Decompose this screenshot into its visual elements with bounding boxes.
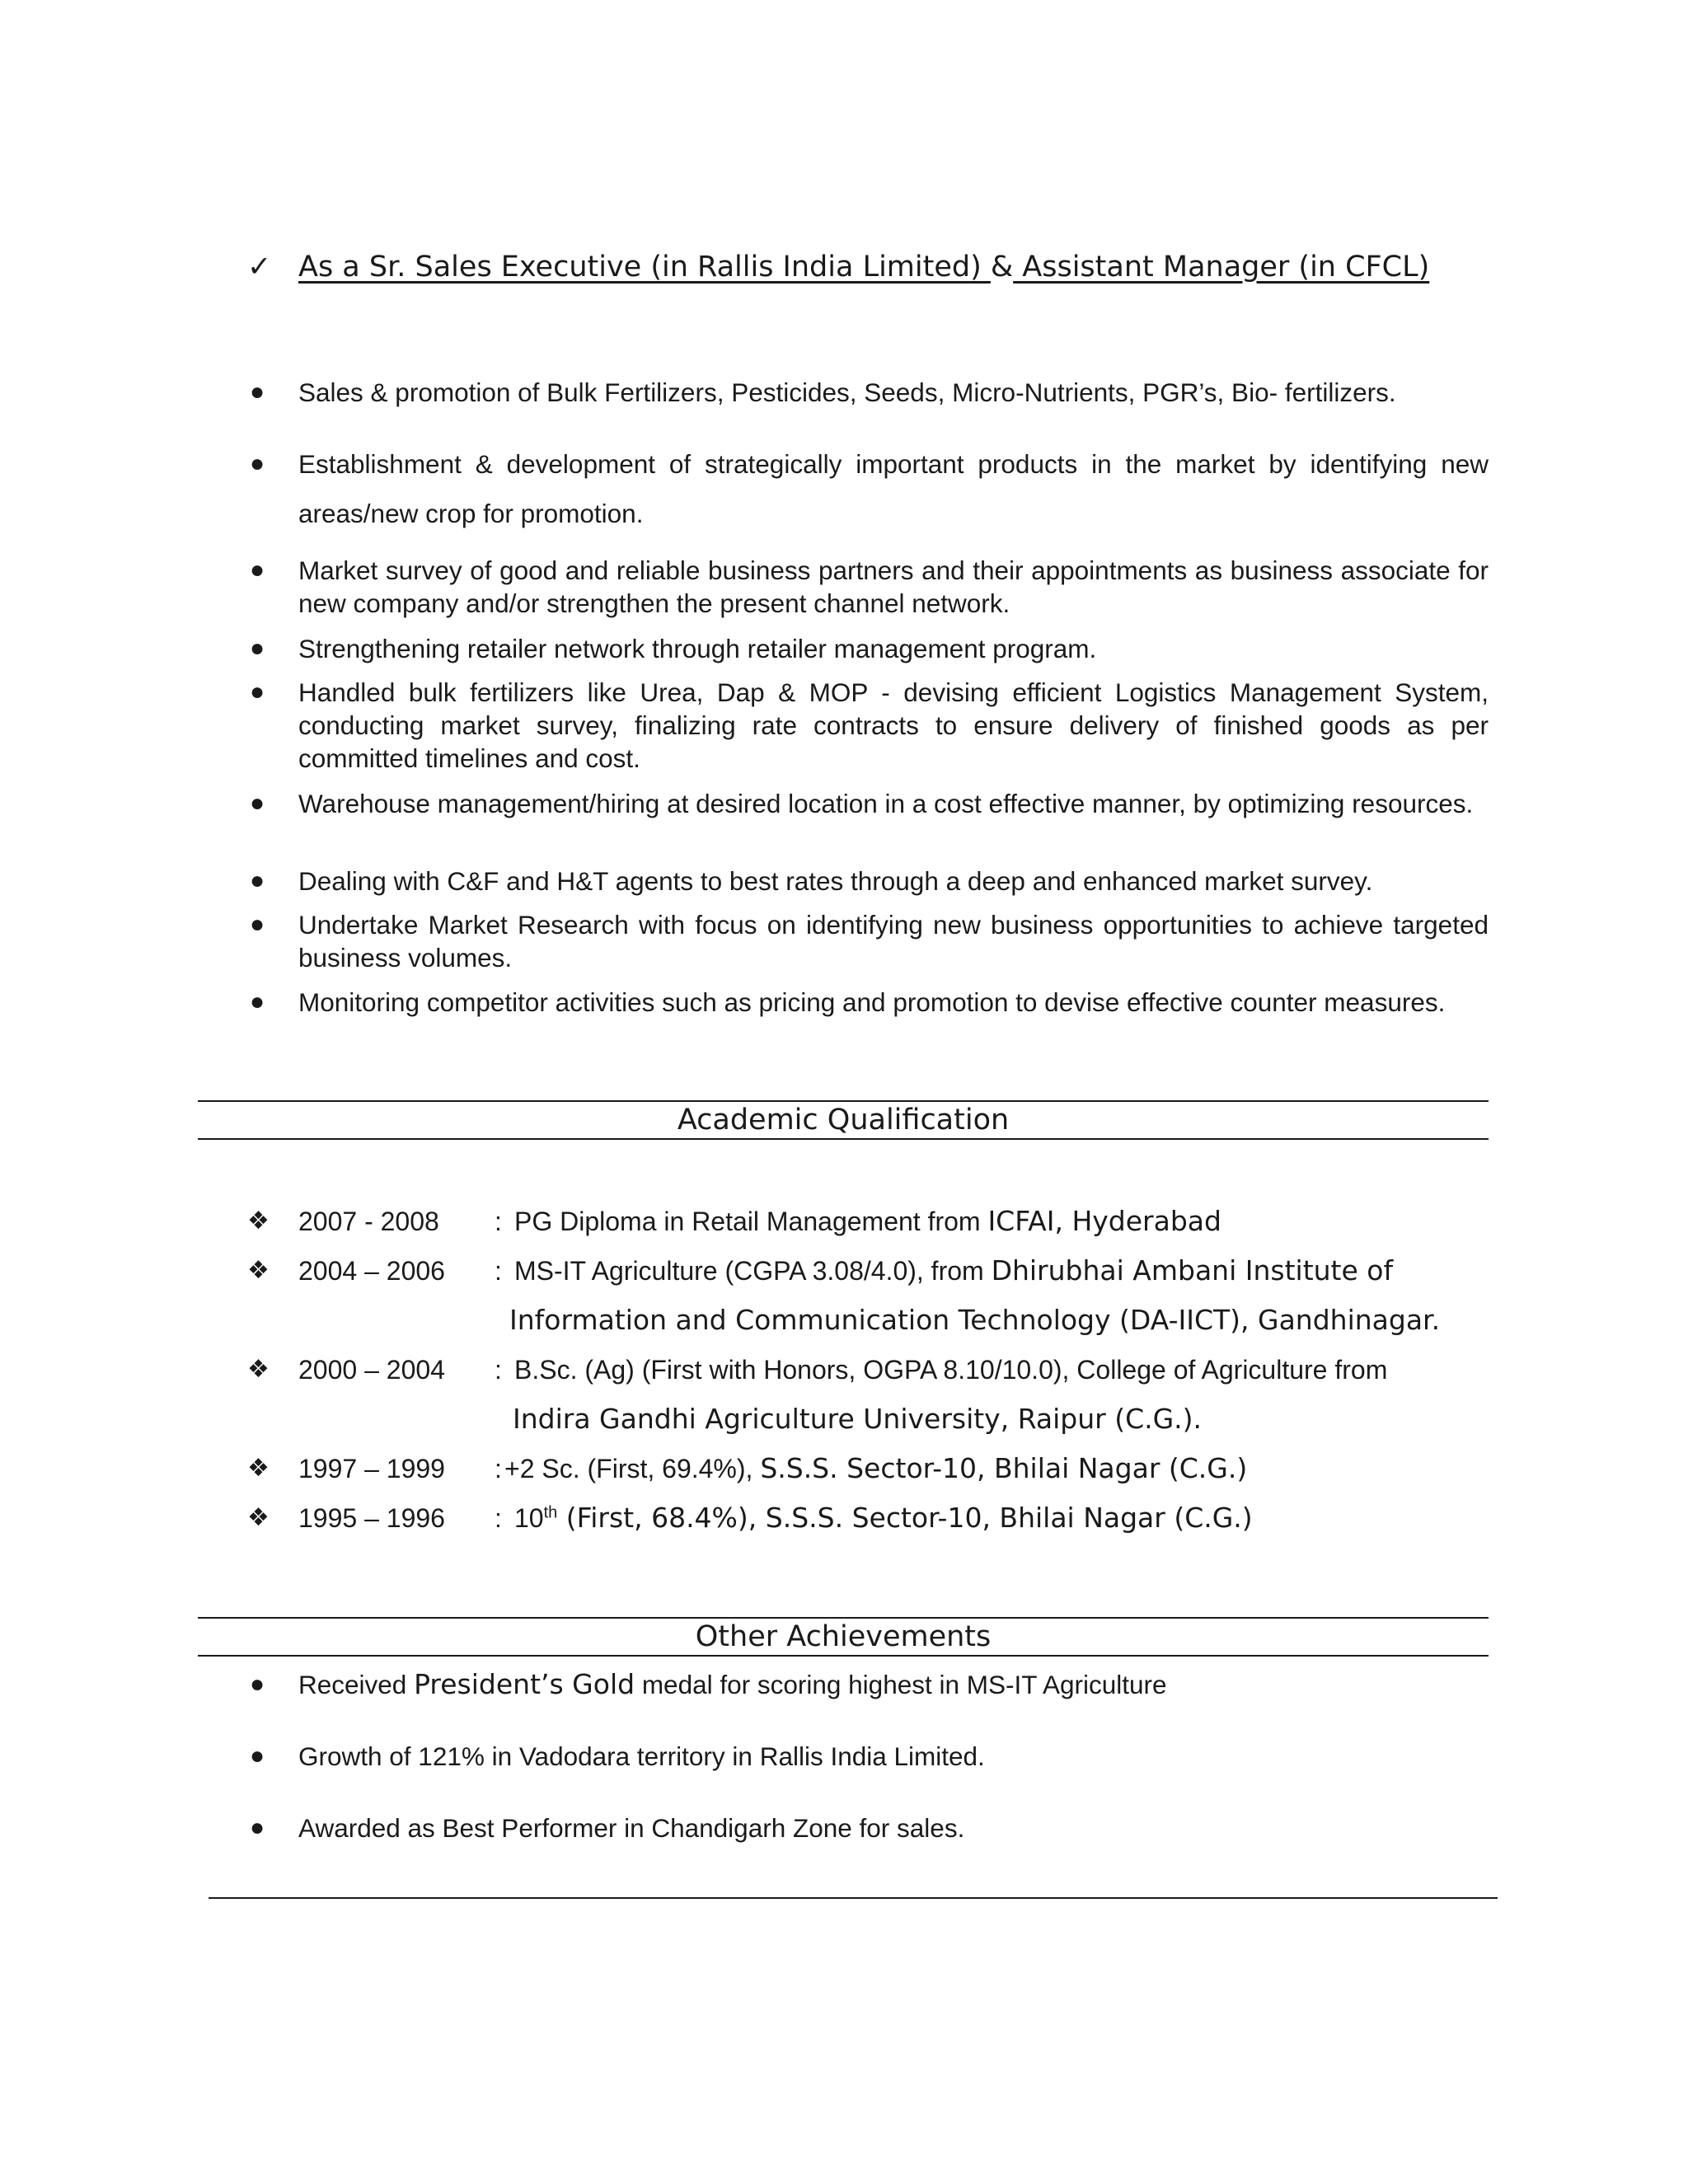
academic-institution: S.S.S. Sector-10, Bhilai Nagar (C.G.) [765, 1502, 1253, 1534]
academic-years: 2000 – 2004 [298, 1355, 445, 1385]
academic-title: Academic Qualification [677, 1104, 1010, 1137]
achievement-text: Growth of 121% in Vadodara territory in Rallis India Limited. [298, 1741, 985, 1771]
academic-section-header [198, 1100, 1489, 1140]
duty-item [247, 554, 1489, 620]
academic-detail-line2: Information and Communication Technology (DA-IICT), Gandhinagar. [509, 1304, 1441, 1336]
achievement-highlight: President’s Gold [414, 1668, 635, 1700]
academic-institution: ICFAI, Hyderabad [987, 1205, 1221, 1237]
academic-detail-text: 10 [514, 1503, 544, 1533]
academic-detail [504, 1444, 1247, 1493]
bullet-icon: ● [250, 988, 265, 1015]
role-heading [247, 247, 1429, 287]
achievements-title: Other Achievements [695, 1620, 992, 1653]
bullet-icon: ● [250, 378, 265, 405]
duty-item [247, 986, 1489, 1019]
academic-detail-line2: Indira Gandhi Agriculture University, Raipur (C.G.). [513, 1403, 1203, 1435]
bullet-icon: ● [250, 678, 265, 705]
academic-detail [514, 1246, 1393, 1296]
bottom-divider [209, 1897, 1498, 1899]
academic-colon: : [495, 1207, 502, 1236]
academic-colon: : [495, 1256, 502, 1286]
academic-entry [247, 1197, 1533, 1246]
achievement-text: Awarded as Best Performer in Chandigarh Zone for sales. [298, 1813, 965, 1843]
bullet-icon: ● [250, 790, 265, 817]
achievement-text-post: medal for scoring highest in MS-IT Agriculture [635, 1670, 1167, 1699]
bullet-icon: ● [250, 1671, 265, 1698]
academic-detail-text: +2 Sc. (First, 69.4%), [504, 1454, 761, 1483]
duty-text: Handled bulk fertilizers like Urea, Dap & MOP - devising efficient Logistics Management System, conducting market survey, finalizing rate contracts to ensure delivery of finished goods as per committed timelines and cost. [298, 677, 1489, 773]
role-ampersand: & [990, 251, 1014, 284]
duty-item [247, 787, 1489, 820]
achievement-item [247, 1668, 1489, 1701]
bullet-icon: ● [250, 1742, 265, 1769]
academic-superscript: th [543, 1503, 558, 1522]
achievement-item [247, 1811, 1489, 1844]
academic-entry [247, 1345, 1533, 1444]
academic-detail-after: (First, 68.4%), [557, 1502, 766, 1534]
duty-item [247, 376, 1489, 409]
academic-detail-text: MS-IT Agriculture (CGPA 3.08/4.0), from [514, 1256, 992, 1286]
academic-entry [247, 1444, 1533, 1493]
academic-detail-text: B.Sc. (Ag) (First with Honors, OGPA 8.10/10.0), College of Agriculture from [514, 1355, 1388, 1385]
academic-colon: : [495, 1355, 502, 1385]
diamond-bullet-icon: ❖ [247, 1257, 270, 1284]
academic-institution: S.S.S. Sector-10, Bhilai Nagar (C.G.) [760, 1452, 1248, 1484]
duty-item [247, 632, 1489, 665]
academic-years: 2004 – 2006 [298, 1256, 445, 1286]
achievement-item [247, 1740, 1489, 1773]
duty-text: Dealing with C&F and H&T agents to best rates through a deep and enhanced market survey. [298, 866, 1373, 896]
bullet-icon: ● [250, 1814, 265, 1841]
duty-text: Establishment & development of strategically important products in the market by identifying new areas/new crop for promotion. [298, 449, 1489, 528]
duty-text: Warehouse management/hiring at desired location in a cost effective manner, by optimizing resources. [298, 789, 1474, 818]
duty-text: Strengthening retailer network through retailer management program. [298, 634, 1097, 663]
academic-colon: : [495, 1454, 502, 1483]
academic-detail [514, 1197, 1221, 1246]
academic-years: 2007 - 2008 [298, 1207, 439, 1236]
bullet-icon: ● [250, 867, 265, 894]
achievement-text: Received [298, 1670, 415, 1699]
academic-years: 1997 – 1999 [298, 1454, 445, 1483]
achievements-section-header [198, 1617, 1489, 1657]
academic-entry [247, 1493, 1533, 1543]
diamond-bullet-icon: ❖ [247, 1356, 270, 1383]
bullet-icon: ● [250, 556, 265, 583]
academic-colon: : [495, 1503, 502, 1533]
bullet-icon: ● [250, 450, 265, 477]
academic-entry [247, 1246, 1533, 1345]
academic-detail [514, 1493, 1253, 1543]
duty-text: Market survey of good and reliable business partners and their appointments as business associate for new company and/or strengthen the present channel network. [298, 555, 1489, 618]
diamond-bullet-icon: ❖ [247, 1207, 270, 1235]
bullet-icon: ● [250, 635, 265, 662]
bullet-icon: ● [250, 911, 265, 938]
academic-institution: Dhirubhai Ambani Institute of [991, 1254, 1394, 1286]
diamond-bullet-icon: ❖ [247, 1504, 270, 1531]
academic-years: 1995 – 1996 [298, 1503, 445, 1533]
role-title-2: Assistant Manager (in CFCL) [1013, 251, 1430, 284]
duty-text: Undertake Market Research with focus on identifying new business opportunities to achieve targeted business volumes. [298, 910, 1489, 972]
duty-text: Sales & promotion of Bulk Fertilizers, Pesticides, Seeds, Micro-Nutrients, PGR’s, Bio- fertilizers. [298, 377, 1396, 407]
duty-item [247, 439, 1489, 538]
role-title-1: As a Sr. Sales Executive (in Rallis India Limited) [298, 251, 991, 284]
diamond-bullet-icon: ❖ [247, 1455, 270, 1482]
duty-item [247, 865, 1489, 898]
academic-list [247, 1197, 1533, 1543]
check-icon: ✓ [247, 251, 272, 284]
academic-detail-text: PG Diploma in Retail Management from [514, 1207, 988, 1236]
duty-item [247, 676, 1489, 775]
duty-text: Monitoring competitor activities such as pricing and promotion to devise effective counter measures. [298, 987, 1446, 1017]
duty-item [247, 908, 1489, 974]
